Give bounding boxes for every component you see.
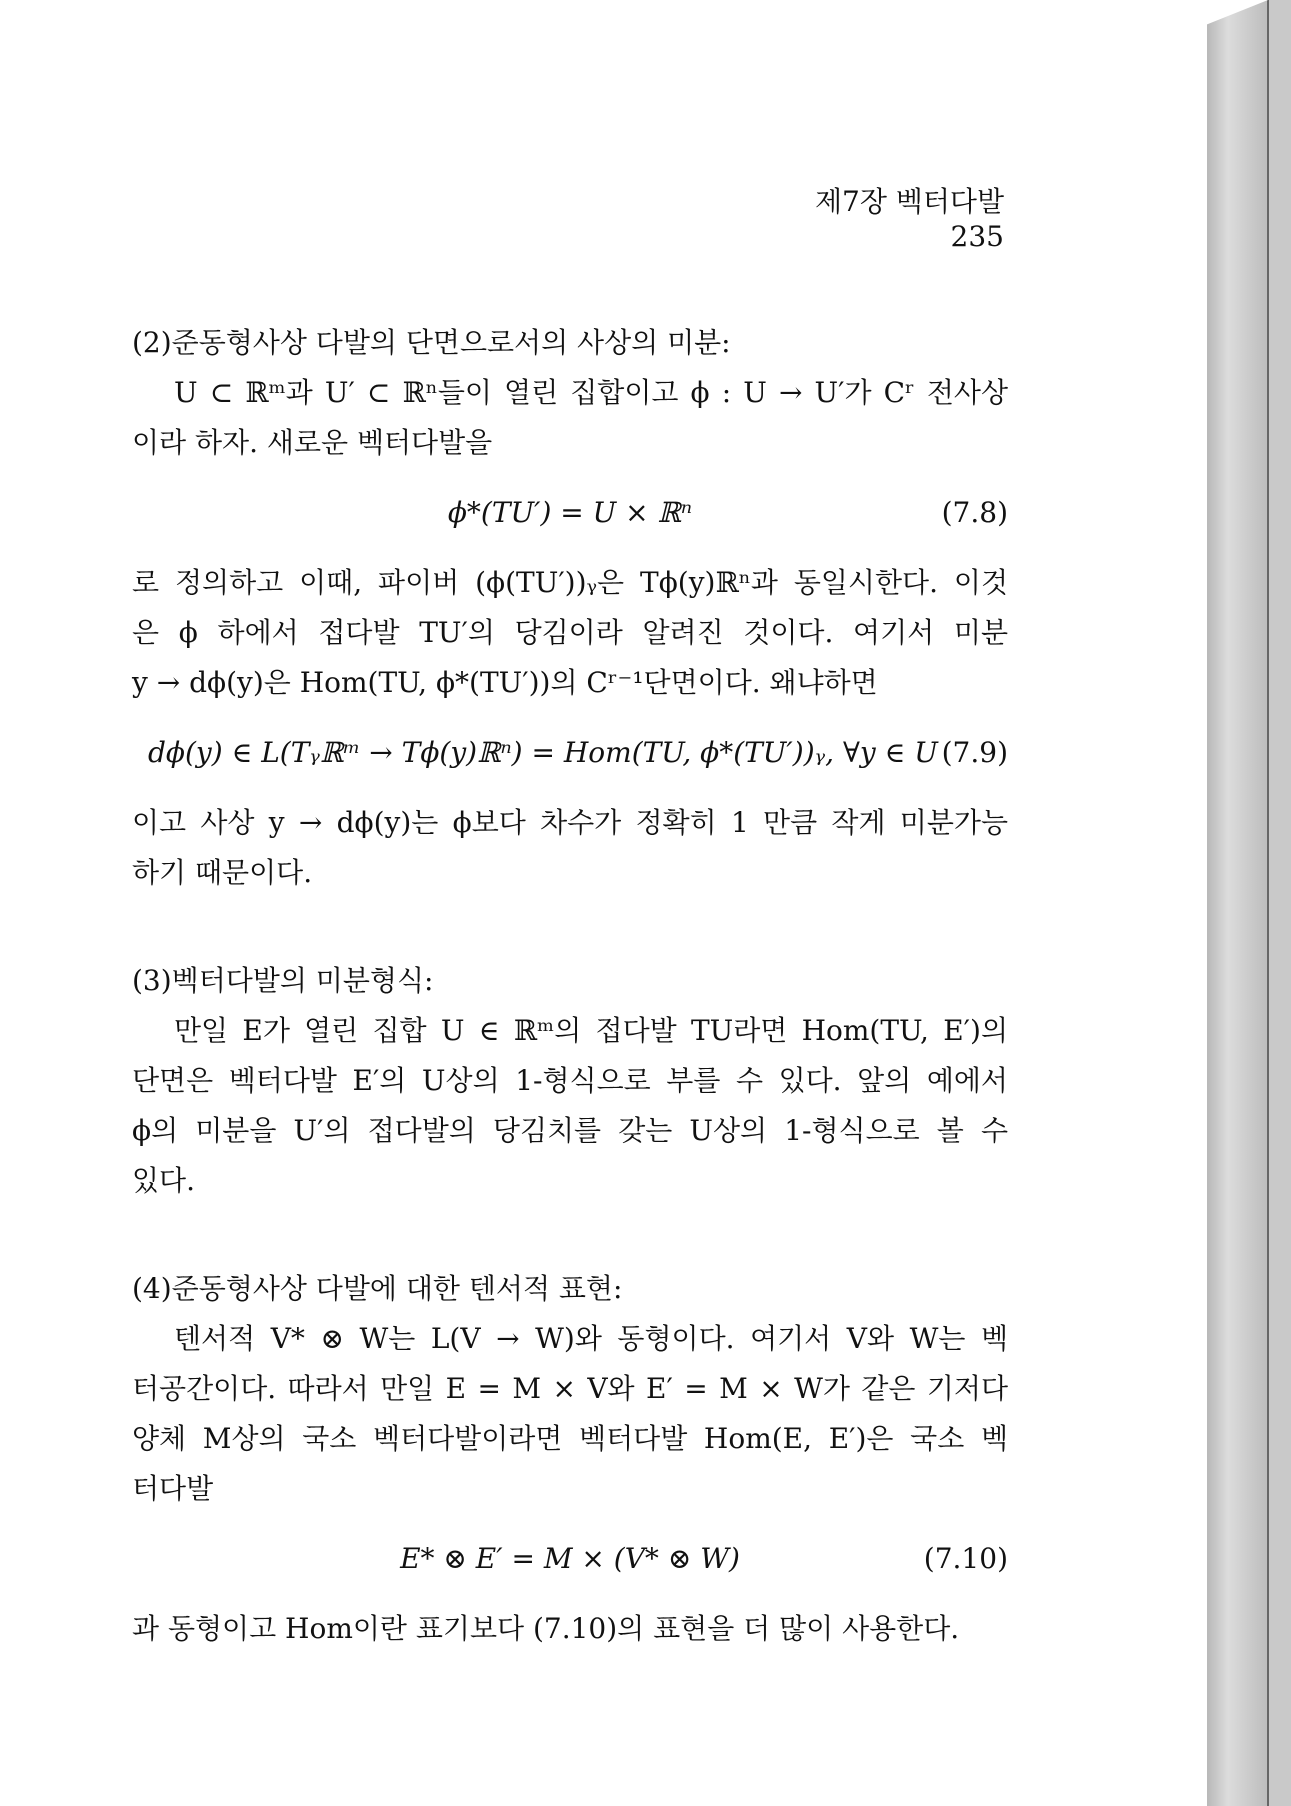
equation-expression: ϕ*(TU′) = U × ℝⁿ: [447, 496, 693, 529]
equation-number: (7.8): [941, 496, 1008, 529]
paragraph-line: 터공간이다. 따라서 만일 E = M × V와 E′ = M × W가 같은 기저다: [132, 1372, 1008, 1405]
paragraph-line: 만일 E가 열린 집합 U ∈ ℝᵐ의 접다발 TU라면 Hom(TU, E′)의: [174, 1014, 1008, 1047]
running-head-title: 제7장 벡터다발: [814, 185, 1004, 218]
page-number: 235: [950, 220, 1004, 253]
equation-expression: E* ⊗ E′ = M × (V* ⊗ W): [400, 1542, 740, 1575]
paragraph-line: 과 동형이고 Hom이란 표기보다 (7.10)의 표현을 더 많이 사용한다.: [132, 1612, 960, 1645]
paragraph-line: U ⊂ ℝᵐ과 U′ ⊂ ℝⁿ들이 열린 집합이고 ϕ : U → U′가 Cʳ 전사상: [174, 376, 1008, 409]
paragraph-line: 이라 하자. 새로운 벡터다발을: [132, 426, 493, 459]
running-header: [740, 180, 1004, 253]
paragraph-line: 있다.: [132, 1164, 195, 1197]
equation-number: (7.10): [923, 1542, 1008, 1575]
book-page-edge: [1207, 0, 1269, 1806]
paragraph-line: 양체 M상의 국소 벡터다발이라면 벡터다발 Hom(E, E′)은 국소 벡: [132, 1422, 1008, 1455]
equation-number: (7.9): [941, 736, 1008, 769]
paragraph-line: y → dϕ(y)은 Hom(TU, ϕ*(TU′))의 Cʳ⁻¹단면이다. 왜냐하면: [132, 666, 878, 699]
paragraph-line: 하기 때문이다.: [132, 856, 313, 889]
section-2-heading: (2)준동형사상 다발의 단면으로서의 사상의 미분:: [132, 326, 731, 359]
paragraph-line: 터다발: [132, 1472, 214, 1505]
section-gap: [132, 1206, 1008, 1264]
paragraph-line: 은 ϕ 하에서 접다발 TU′의 당김이라 알려진 것이다. 여기서 미분: [132, 616, 1008, 649]
section-3-heading: (3)벡터다발의 미분형식:: [132, 964, 434, 997]
paragraph-line: ϕ의 미분을 U′의 접다발의 당김치를 갖는 U상의 1-형식으로 볼 수: [132, 1114, 1008, 1147]
equation-expression: dϕ(y) ∈ L(Tᵧℝᵐ → Tϕ(y)ℝⁿ) = Hom(TU, ϕ*(TU′))ᵧ, ∀y ∈ U: [148, 736, 938, 769]
equation-7-10: [132, 1534, 1008, 1584]
paragraph-line: 텐서적 V* ⊗ W는 L(V → W)와 동형이다. 여기서 V와 W는 벡: [174, 1322, 1008, 1355]
equation-7-8: [132, 488, 1008, 538]
paragraph-line: 로 정의하고 이때, 파이버 (ϕ(TU′))ᵧ은 Tϕ(y)ℝⁿ과 동일시한다. 이것: [132, 566, 1008, 599]
paragraph-line: 이고 사상 y → dϕ(y)는 ϕ보다 차수가 정확히 1 만큼 작게 미분가능: [132, 806, 1008, 839]
section-4-heading: (4)준동형사상 다발에 대한 텐서적 표현:: [132, 1272, 623, 1305]
book-corner: [1198, 0, 1268, 28]
equation-7-9: [132, 728, 1008, 778]
paragraph-line: 단면은 벡터다발 E′의 U상의 1-형식으로 부를 수 있다. 앞의 예에서: [132, 1064, 1008, 1097]
section-gap: [132, 898, 1008, 956]
page-body: [132, 318, 1008, 1654]
